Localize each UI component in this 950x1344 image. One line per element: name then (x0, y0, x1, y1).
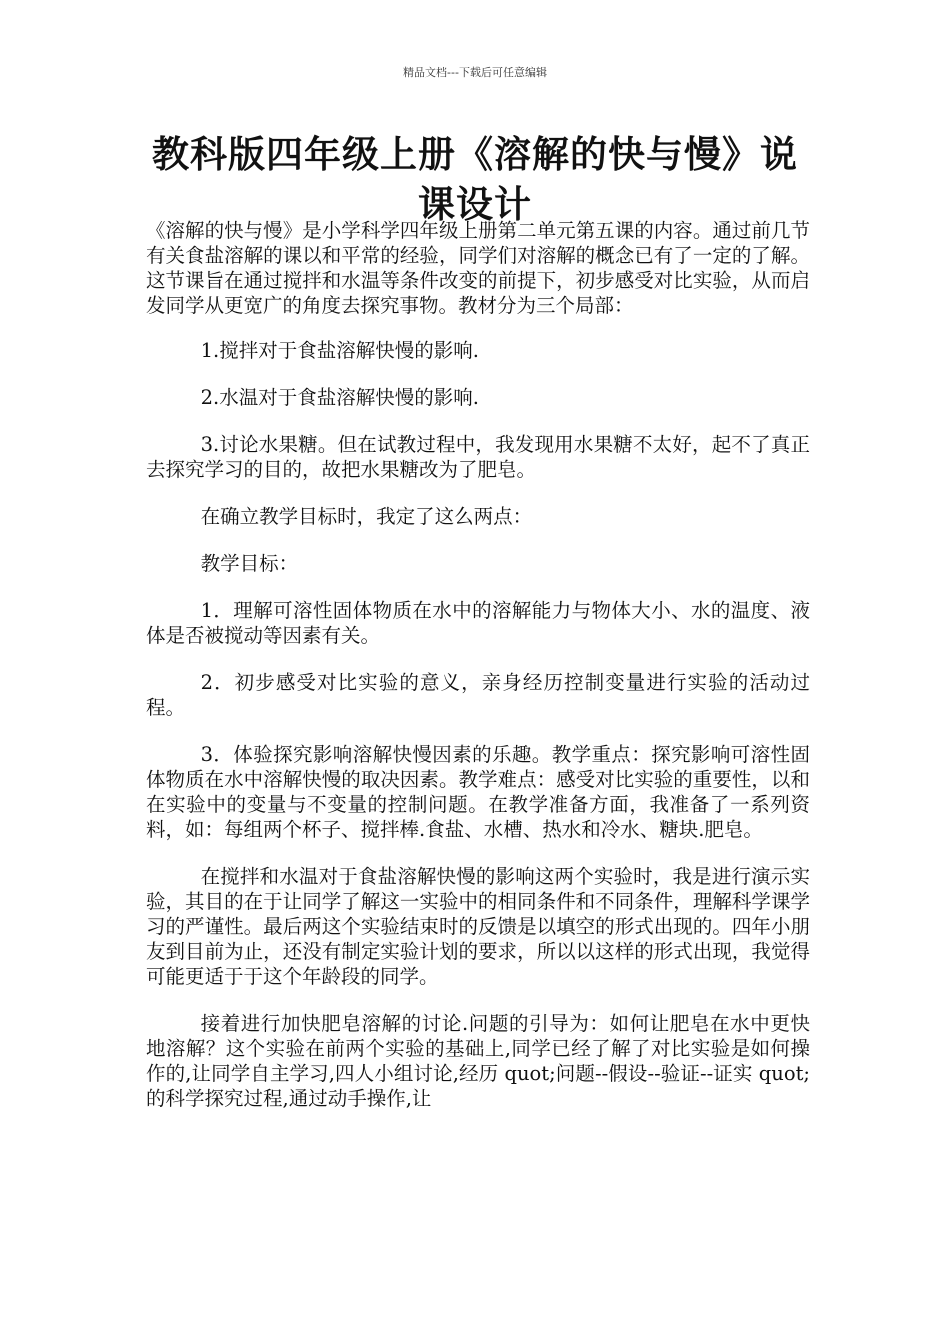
paragraph-item-2: 2.水温对于食盐溶解快慢的影响. (200, 386, 479, 409)
paragraph-demo-experiment: 在搅拌和水温对于食盐溶解快慢的影响这两个实验时，我是进行演示实验，其目的在于让同学了解这一实验中的相同条件和不同条件，理解科学课学习的严谨性。最后两这个实验结束时的反馈是以填空的形式出现的。四年小朋友到目前为止，还没有制定实验计划的要求，所以以这样的形式出现，我觉得可能更适于于这个年龄段的同学。 (146, 865, 810, 988)
paragraph-goals-intro: 在确立教学目标时，我定了这么两点： (200, 505, 533, 528)
paragraph-item-3: 3.讨论水果糖。但在试教过程中，我发现用水果糖不太好，起不了真正去探究学习的目的，故把水果糖改为了肥皂。 (146, 433, 810, 481)
paragraph-soap-discussion: 接着进行加快肥皂溶解的讨论.问题的引导为：如何让肥皂在水中更快地溶解？这个实验在前两个实验的基础上,同学已经了解了对比实验是如何操作的,让同学自主学习,四人小组讨论,经历 quot;问题--假设--验证--证实 quot;的科学探究过程,通过动手操作,让 (146, 1012, 810, 1110)
page-header: 精品文档---下载后可任意编辑 (403, 66, 547, 79)
paragraph-intro: 《溶解的快与慢》是小学科学四年级上册第二单元第五课的内容。通过前几节有关食盐溶解的课以和平常的经验，同学们对溶解的概念已有了一定的了解。这节课旨在通过搅拌和水温等条件改变的前提下，初步感受对比实验，从而启发同学从更宽广的角度去探究事物。教材分为三个局部： (146, 219, 810, 317)
paragraph-item-1: 1.搅拌对于食盐溶解快慢的影响. (200, 339, 479, 362)
paragraph-goal-3: 3．体验探究影响溶解快慢因素的乐趣。教学重点：探究影响可溶性固体物质在水中溶解快慢的取决因素。教学难点：感受对比实验的重要性，以和在实验中的变量与不变量的控制问题。在教学准备方面，我准备了一系列资料，如：每组两个杯子、搅拌棒.食盐、水槽、热水和冷水、糖块.肥皂。 (146, 743, 810, 841)
document-body (146, 218, 810, 1133)
paragraph-goal-1: 1．理解可溶性固体物质在水中的溶解能力与物体大小、水的温度、液体是否被搅动等因素有关。 (146, 599, 810, 647)
paragraph-goal-2: 2．初步感受对比实验的意义，亲身经历控制变量进行实验的活动过程。 (146, 671, 810, 719)
paragraph-goals-heading: 教学目标： (200, 552, 299, 575)
document-title: 教科版四年级上册《溶解的快与慢》说课设计 (152, 133, 798, 226)
